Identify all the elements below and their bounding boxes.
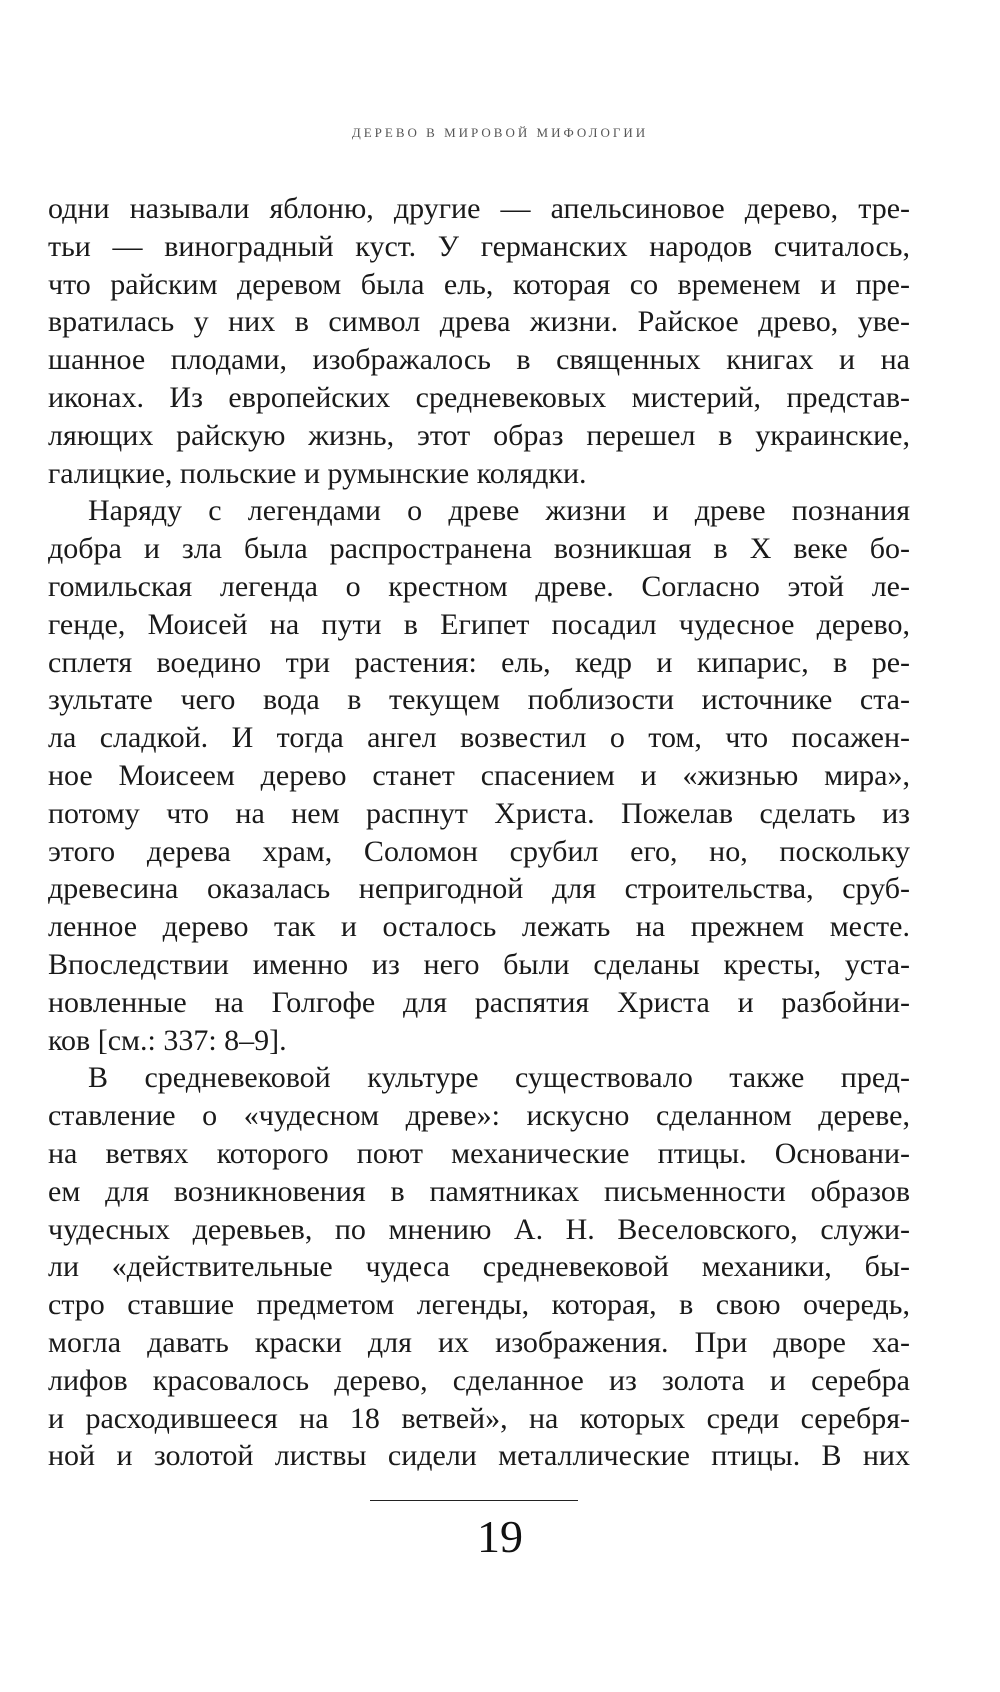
paragraph-start-line: Наряду с легендами о древе жизни и древе познания — [88, 494, 910, 528]
text-line: стро ставшие предметом легенды, которая, в свою очередь, — [48, 1288, 910, 1322]
text-line: ное Моисеем дерево станет спасением и «жизнью мира», — [48, 758, 910, 792]
text-line: что райским деревом была ель, которая со временем и пре- — [48, 267, 910, 301]
text-line: тьи — виноградный куст. У германских народов считалось, — [48, 229, 910, 263]
text-line: иконах. Из европейских средневековых мистерий, представ- — [48, 380, 910, 414]
text-line: на ветвях которого поют механические птицы. Основани- — [48, 1136, 910, 1170]
paragraph-start-line: В средневековой культуре существовало также пред- — [88, 1061, 910, 1095]
text-line: сплетя воедино три растения: ель, кедр и кипарис, в ре- — [48, 645, 910, 679]
text-line: шанное плодами, изображалось в священных книгах и на — [48, 343, 910, 377]
text-line: Впоследствии именно из него были сделаны кресты, уста- — [48, 947, 910, 981]
page-number-rule — [370, 1500, 578, 1501]
running-head: ДЕРЕВО В МИРОВОЙ МИФОЛОГИИ — [351, 125, 649, 140]
body-text — [48, 190, 910, 1475]
text-line: потому что на нем распнут Христа. Пожелав сделать из — [48, 796, 910, 830]
text-line: ставление о «чудесном древе»: искусно сделанном дереве, — [48, 1099, 910, 1133]
text-line: ляющих райскую жизнь, этот образ перешел в украинские, — [48, 418, 910, 452]
text-line: этого дерева храм, Соломон срубил его, но, поскольку — [48, 834, 910, 868]
text-line: ков [см.: 337: 8–9]. — [48, 1023, 287, 1057]
text-line: зультате чего вода в текущем поблизости источнике ста- — [48, 683, 910, 717]
text-line: ной и золотой листвы сидели металлические птицы. В них — [48, 1439, 910, 1473]
text-line: лифов красовалось дерево, сделанное из золота и серебра — [48, 1363, 910, 1397]
text-line: ли «действительные чудеса средневековой механики, бы- — [48, 1250, 910, 1284]
text-line: ла сладкой. И тогда ангел возвестил о том, что посажен- — [48, 721, 910, 755]
text-line: новленные на Голгофе для распятия Христа и разбойни- — [48, 985, 910, 1019]
text-line: добра и зла была распространена возникшая в X веке бо- — [48, 532, 910, 566]
text-line: одни называли яблоню, другие — апельсиновое дерево, тре- — [48, 192, 910, 225]
text-line: галицкие, польские и румынские колядки. — [48, 456, 587, 490]
page-number: 19 — [477, 1511, 523, 1562]
text-line: генде, Моисей на пути в Египет посадил чудесное дерево, — [48, 607, 910, 641]
text-line: древесина оказалась непригодной для строительства, сруб- — [48, 872, 910, 906]
text-line: и расходившееся на 18 ветвей», на которых среди серебря- — [48, 1401, 910, 1435]
text-line: вратилась у них в символ древа жизни. Райское древо, уве- — [48, 305, 910, 339]
text-line: гомильская легенда о крестном древе. Согласно этой ле- — [48, 569, 910, 603]
text-line: ленное дерево так и осталось лежать на прежнем месте. — [48, 910, 910, 944]
text-line: чудесных деревьев, по мнению А. Н. Веселовского, служи- — [48, 1212, 910, 1246]
text-line: могла давать краски для их изображения. При дворе ха- — [48, 1325, 910, 1359]
text-line: ем для возникновения в памятниках письменности образов — [48, 1174, 910, 1208]
